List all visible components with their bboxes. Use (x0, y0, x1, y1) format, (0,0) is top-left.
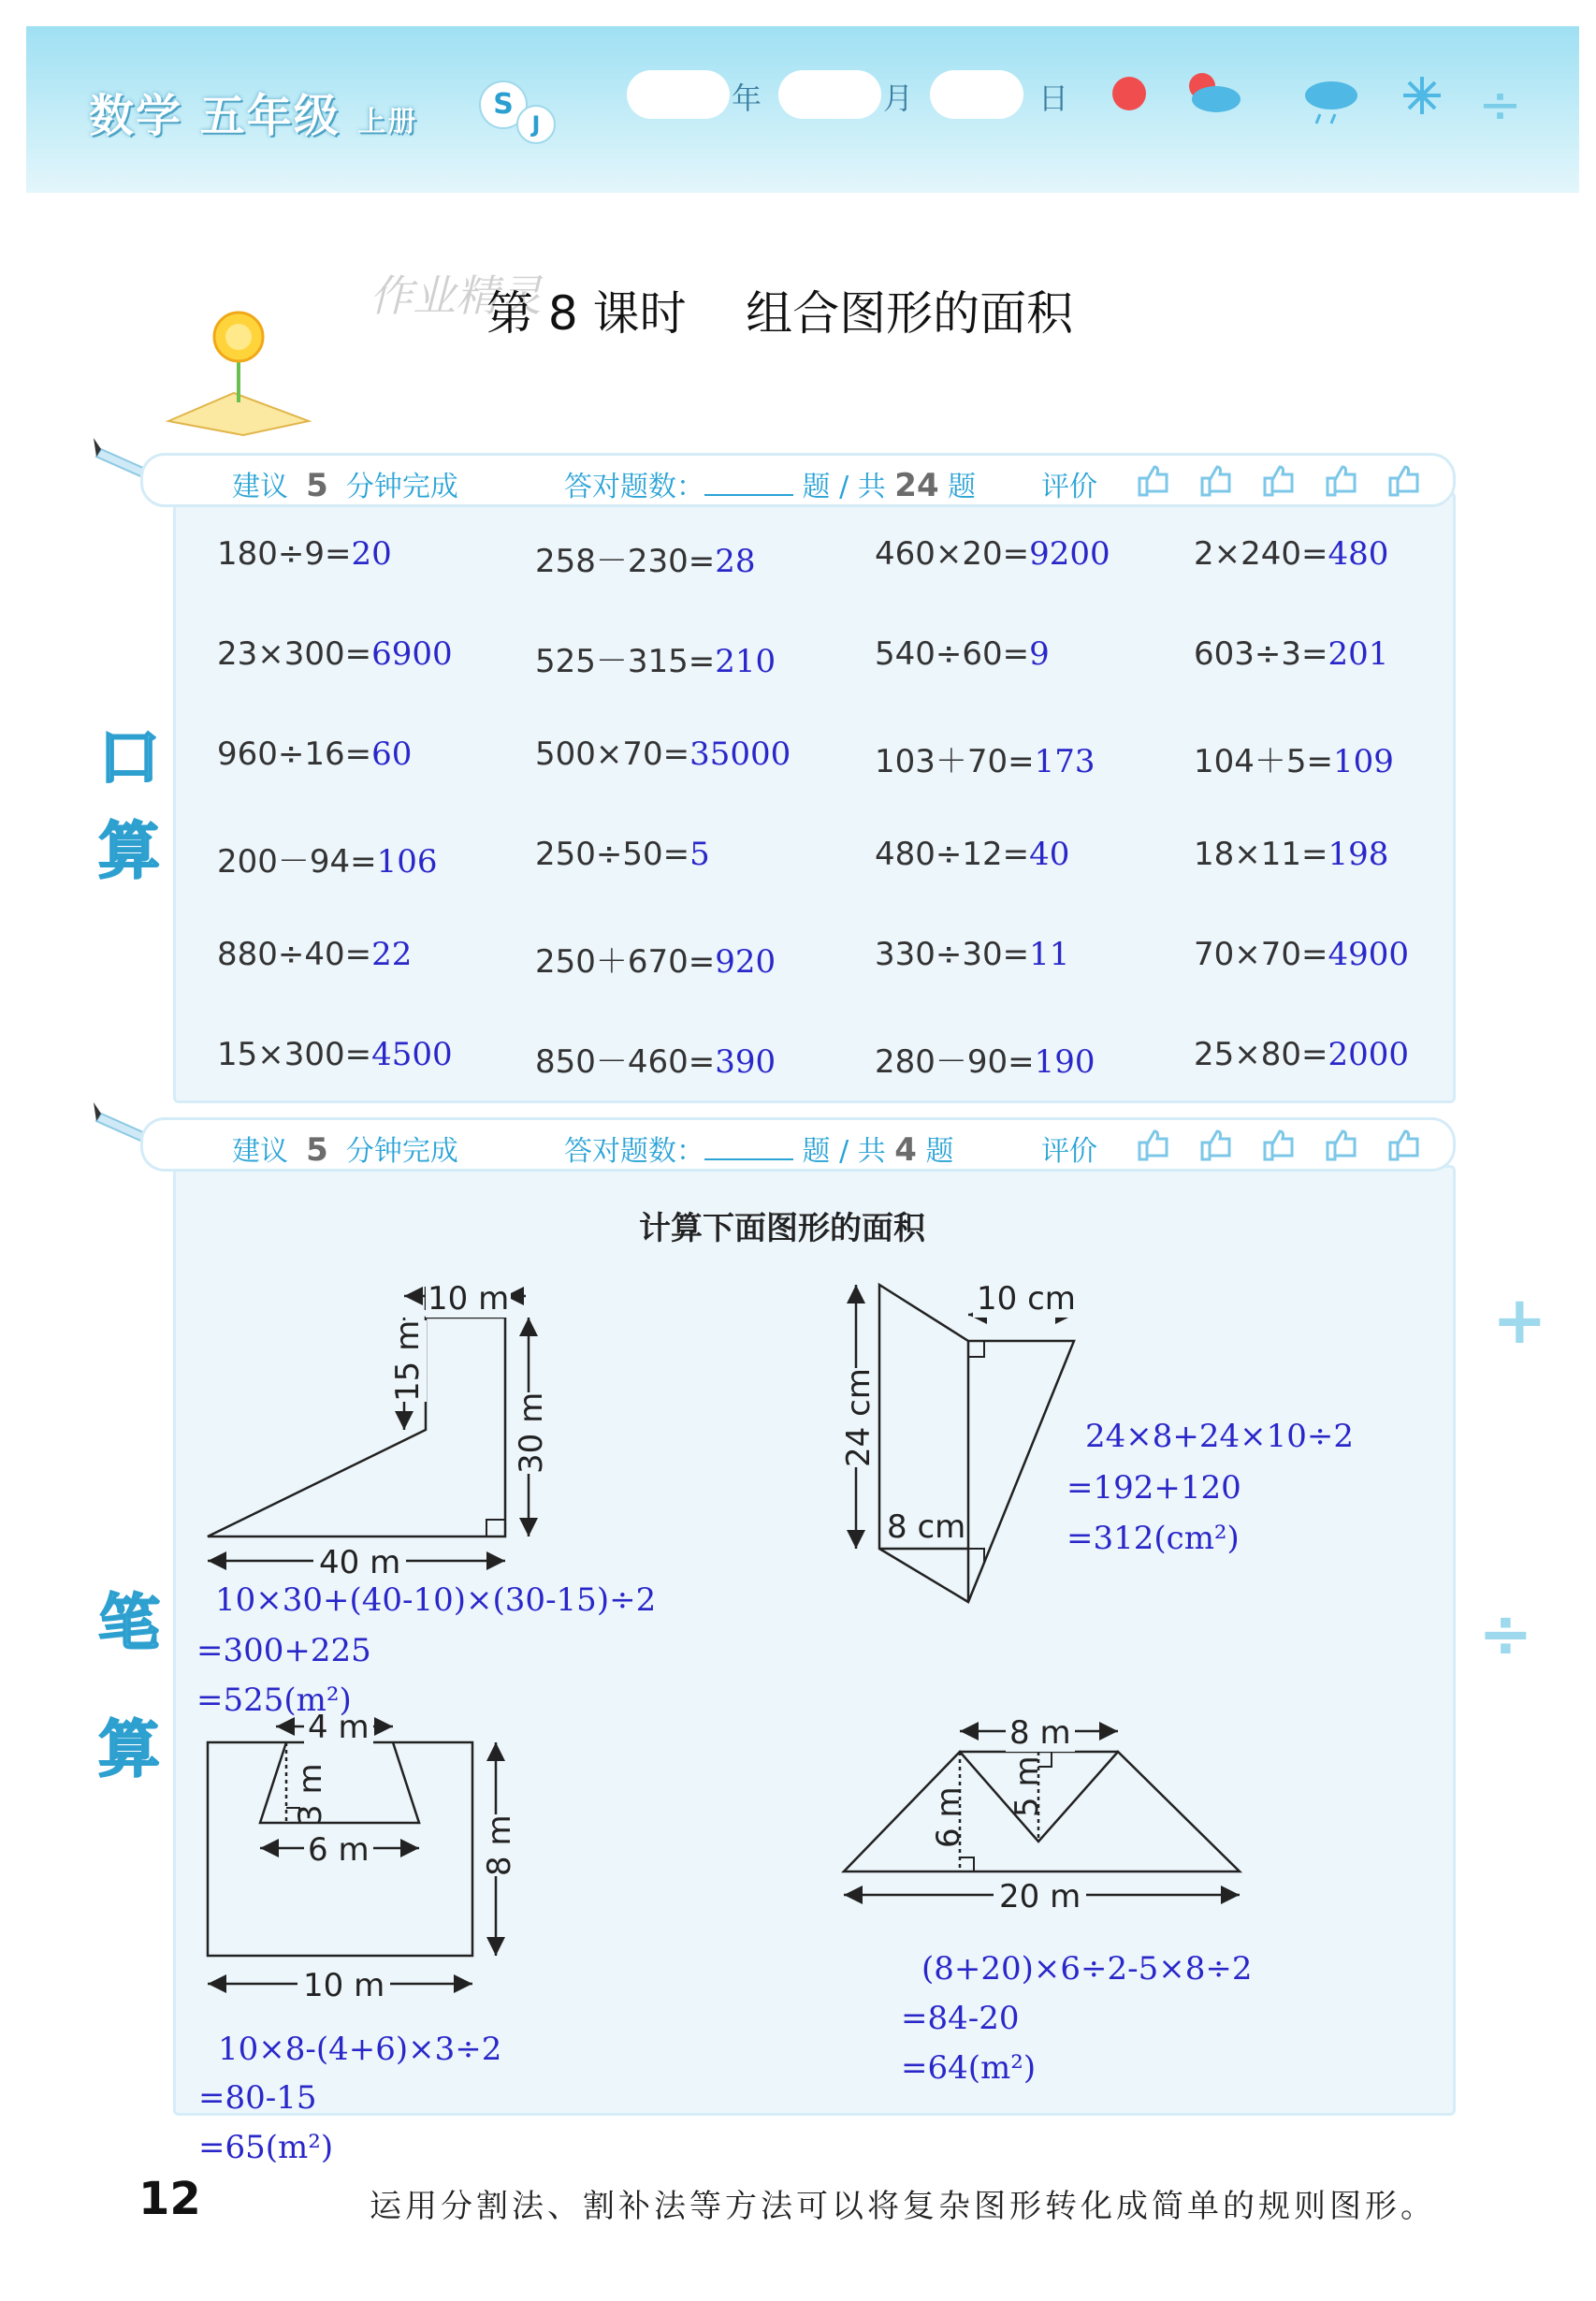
month-field[interactable] (778, 70, 881, 119)
oral-problem-answer[interactable]: 106 (376, 843, 438, 881)
oral-problem-question: 603÷3= (1194, 635, 1328, 673)
grade-label: 五年级 (199, 90, 341, 142)
oral-problem (535, 1036, 776, 1082)
fig4-label-top: 8 m (1006, 1714, 1075, 1752)
fig3-label-top: 4 m (304, 1709, 373, 1746)
oral-problem-answer[interactable]: 4900 (1328, 936, 1410, 973)
oral-problem (535, 735, 791, 773)
oral-problem (1194, 635, 1388, 673)
oral-problem (217, 836, 438, 881)
thumb-icon[interactable] (1328, 467, 1355, 495)
written-rating-label: 评价 (1041, 1135, 1097, 1168)
divide-decoration-icon: ÷ (1478, 75, 1522, 136)
lesson-title: 第 8 课时 组合图形的面积 (486, 286, 1074, 341)
fig1-work-line-1: 10×30+(40-10)×(30-15)÷2 (215, 1581, 657, 1619)
fig2-label-bottom: 8 cm (887, 1508, 966, 1546)
oral-problem-question: 2×240= (1194, 535, 1328, 573)
thumb-icon[interactable] (1265, 467, 1292, 495)
fig3-work-line-2: =80-15 (198, 2079, 317, 2117)
thumb-icon[interactable] (1202, 467, 1229, 495)
oral-suggest-text: 建议 5 分钟完成 (232, 467, 458, 504)
weather-icons (1099, 66, 1473, 131)
side-label-suan-2: 算 (98, 1713, 160, 1785)
oral-problem-answer[interactable]: 109 (1333, 743, 1394, 780)
fig3-label-right: 8 m (481, 1814, 518, 1876)
sun-icon[interactable] (1112, 77, 1146, 110)
oral-problem-answer[interactable]: 6900 (371, 635, 453, 673)
fig4-label-height6: 6 m (930, 1786, 967, 1848)
oral-problem-answer[interactable]: 9200 (1029, 535, 1110, 573)
watermark-text: 作业精灵 (370, 270, 542, 321)
oral-correct-field[interactable] (704, 494, 793, 496)
subject-grade (89, 80, 417, 144)
oral-problem-question: 258－230= (535, 543, 716, 580)
fig1-label-bottom: 40 m (313, 1544, 406, 1581)
oral-problem-question: 18×11= (1194, 836, 1328, 873)
oral-problem (1194, 535, 1388, 573)
page-number: 12 (138, 2173, 201, 2225)
oral-problem (875, 1036, 1095, 1082)
oral-problem (875, 836, 1069, 873)
oral-problem-answer[interactable]: 4500 (371, 1036, 453, 1073)
oral-problem-question: 200－94= (217, 843, 377, 881)
fig1-label-top: 10 m (428, 1280, 510, 1318)
fig1-label-right: 30 m (513, 1391, 550, 1474)
written-score-text: 答对题数： 题 / 共 4 题 (564, 1131, 954, 1169)
month-label: 月 (883, 80, 914, 116)
edition-badge-s: S (479, 80, 528, 129)
fig4-work-line-2: =84-20 (901, 2000, 1020, 2037)
oral-info-bar (140, 453, 1456, 507)
fig2-work-line-2: =192+120 (1066, 1469, 1241, 1507)
footer-tip: 运用分割法、割补法等方法可以将复杂图形转化成简单的规则图形。 (370, 2188, 1436, 2225)
thumb-icon[interactable] (1265, 1131, 1292, 1159)
oral-problem (875, 936, 1069, 973)
snow-icon[interactable] (1403, 77, 1441, 114)
fig2-work-line-3: =312(cm²) (1066, 1520, 1240, 1557)
day-field[interactable] (930, 70, 1023, 119)
oral-calc-panel (173, 491, 1456, 1103)
fig2-label-top: 10 cm (973, 1280, 1080, 1318)
oral-problem-question: 330÷30= (875, 936, 1030, 973)
oral-problem-answer[interactable]: 20 (351, 535, 392, 573)
written-correct-field[interactable] (704, 1158, 793, 1160)
thumb-icon[interactable] (1139, 467, 1167, 495)
oral-problem (217, 936, 412, 973)
oral-problem-answer[interactable]: 920 (715, 943, 776, 981)
cloudy-icon[interactable] (1189, 73, 1241, 112)
oral-problem (875, 535, 1110, 573)
fig3-label-bottom: 10 m (297, 1967, 390, 2004)
rain-icon[interactable] (1305, 81, 1357, 124)
year-label: 年 (732, 80, 762, 116)
thumb-icon[interactable] (1390, 467, 1417, 495)
oral-problem-answer[interactable]: 201 (1328, 635, 1389, 673)
oral-problem-answer[interactable]: 390 (715, 1043, 776, 1081)
oral-problem-question: 850－460= (535, 1043, 716, 1081)
oral-rating-thumbs (1135, 459, 1444, 502)
oral-problem-question: 525－315= (535, 643, 716, 680)
plus-decoration-icon: + (1492, 1282, 1547, 1359)
fig4-label-bottom: 20 m (994, 1878, 1086, 1915)
oral-problem-question: 960÷16= (217, 735, 372, 773)
volume-label: 上册 (357, 106, 418, 138)
written-info-bar (140, 1117, 1456, 1172)
oral-problem-answer[interactable]: 198 (1328, 836, 1389, 873)
side-label-kou: 口 (98, 721, 160, 794)
oral-problem-question: 15×300= (217, 1036, 372, 1073)
oral-problem (1194, 836, 1388, 873)
oral-problem-answer[interactable]: 480 (1328, 535, 1389, 573)
fig3-work-line-3: =65(m²) (198, 2129, 334, 2166)
oral-problem-question: 460×20= (875, 535, 1030, 573)
oral-problem-answer[interactable]: 40 (1029, 836, 1070, 873)
oral-problem-answer[interactable]: 173 (1034, 743, 1095, 780)
oral-problem (217, 635, 453, 673)
oral-problem-question: 880÷40= (217, 936, 372, 973)
oral-problem (875, 635, 1050, 673)
oral-problem-question: 180÷9= (217, 535, 352, 573)
oral-problem-answer[interactable]: 28 (715, 543, 756, 580)
oral-problem-question: 23×300= (217, 635, 372, 673)
oral-problem (1194, 735, 1394, 781)
flower-book-icon (159, 299, 318, 440)
thumb-icon[interactable] (1139, 1131, 1167, 1159)
oral-problem (875, 735, 1095, 781)
side-label-suan: 算 (98, 815, 160, 887)
fig2-label-height: 24 cm (840, 1368, 878, 1467)
oral-problem-question: 250÷50= (535, 836, 690, 873)
oral-problem-answer[interactable]: 210 (715, 643, 776, 680)
fig3-work-line-1: 10×8-(4+6)×3÷2 (218, 2031, 502, 2068)
oral-rating-label: 评价 (1041, 471, 1097, 503)
oral-problem-question: 104＋5= (1194, 743, 1334, 780)
oral-problem (535, 535, 756, 581)
oral-problem-answer[interactable]: 11 (1029, 936, 1070, 973)
year-field[interactable] (627, 70, 730, 119)
written-suggest-text: 建议 5 分钟完成 (232, 1131, 458, 1169)
oral-problem (217, 735, 412, 773)
thumb-icon[interactable] (1202, 1131, 1229, 1159)
oral-problem-answer[interactable]: 5 (689, 836, 710, 873)
divide-decoration-icon-2: ÷ (1478, 1595, 1533, 1672)
oral-problem-answer[interactable]: 9 (1029, 635, 1050, 673)
thumb-icon[interactable] (1390, 1131, 1417, 1159)
oral-problem-answer[interactable]: 2000 (1328, 1036, 1410, 1073)
side-label-bi: 笔 (98, 1587, 160, 1659)
oral-score-text: 答对题数： 题 / 共 24 题 (564, 467, 977, 504)
subject-label: 数学 (89, 90, 183, 142)
fig3-label-height: 3 m (292, 1763, 329, 1825)
fig4-work-line-3: =64(m²) (901, 2049, 1037, 2087)
fig1-work-line-2: =300+225 (196, 1632, 371, 1669)
fig3-label-base: 6 m (304, 1831, 373, 1869)
oral-problem-question: 480÷12= (875, 836, 1030, 873)
oral-problem (535, 635, 776, 681)
oral-problem (1194, 936, 1409, 973)
oral-problem-question: 500×70= (535, 735, 690, 773)
oral-problem (217, 1036, 453, 1073)
fig4-work-line-1: (8+20)×6÷2-5×8÷2 (921, 1950, 1253, 1988)
fig1-label-left: 15 m (389, 1319, 427, 1402)
oral-problem-question: 103＋70= (875, 743, 1035, 780)
oral-problem (535, 836, 710, 873)
written-rating-thumbs (1135, 1124, 1444, 1167)
fig1-work-line-3: =525(m²) (196, 1682, 352, 1719)
written-instruction: 计算下面图形的面积 (639, 1210, 925, 1247)
oral-problem-answer[interactable]: 35000 (689, 735, 791, 773)
oral-problem-question: 540÷60= (875, 635, 1030, 673)
oral-problem-question: 25×80= (1194, 1036, 1328, 1073)
thumb-icon[interactable] (1328, 1131, 1355, 1159)
oral-problem-answer[interactable]: 22 (371, 936, 413, 973)
oral-problem-answer[interactable]: 60 (371, 735, 413, 773)
oral-problem-question: 250＋670= (535, 943, 716, 981)
edition-badge-j: J (516, 105, 556, 144)
oral-problem-question: 70×70= (1194, 936, 1328, 973)
oral-problem-question: 280－90= (875, 1043, 1035, 1081)
oral-problem (217, 535, 392, 573)
oral-problem-answer[interactable]: 190 (1034, 1043, 1095, 1081)
oral-problem (1194, 1036, 1409, 1073)
fig2-work-line-1: 24×8+24×10÷2 (1085, 1418, 1355, 1455)
day-label: 日 (1038, 80, 1069, 116)
oral-problem (535, 936, 776, 982)
fig4-label-height5: 5 m (1008, 1755, 1046, 1817)
